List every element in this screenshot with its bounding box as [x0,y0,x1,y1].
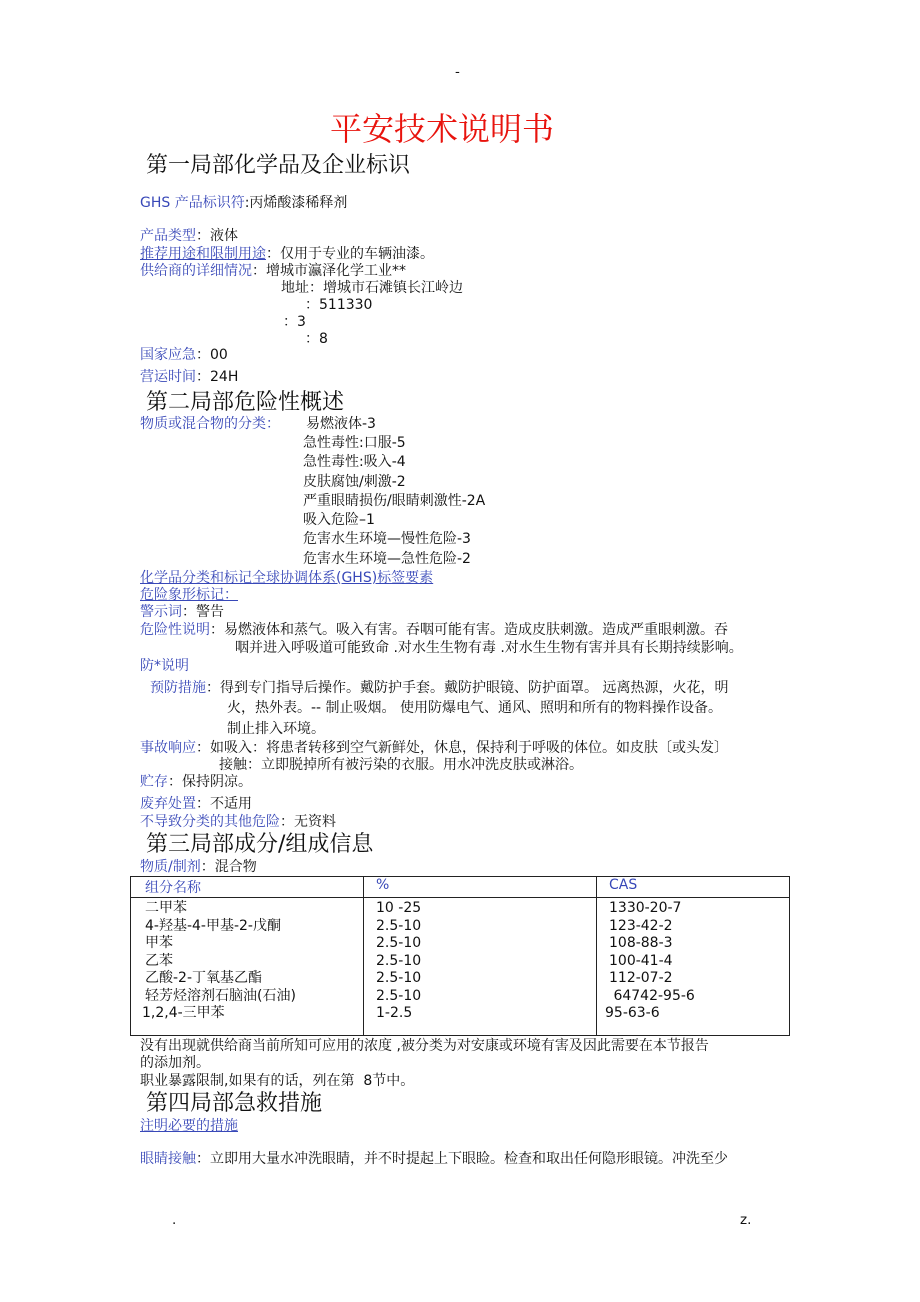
hours-row [140,369,238,386]
classification-item: 急性毒性:口服-5 [303,435,406,451]
hours-value: ：24H [196,369,239,385]
table-header-row [131,877,790,898]
classification-item: 危害水生环境—急性危险-2 [303,551,471,567]
signal-word-label: 警示词 [140,604,182,620]
precaution-heading: 防*说明 [140,658,189,674]
response-label: 事故响应 [140,740,196,756]
other-hazards-value: ：无资料 [280,814,336,830]
classification-item: 皮肤腐蚀/刺激-2 [303,474,406,490]
additives-note-line: 的添加剂。 [140,1055,210,1071]
component-cas: 1330-20-7 [609,900,682,916]
component-cas: 95-63-6 [605,1005,660,1021]
header-mark: - [455,64,460,80]
substance-label: 物质/制剂 [140,859,201,875]
supplier-postcode: ：511330 [305,297,373,313]
signal-word-row [140,604,224,621]
recommended-use-value: ：仅用于专业的车辆油漆。 [266,246,434,262]
component-percent: 10 -25 [376,900,422,916]
prevention-line: ：得到专门指导后操作。戴防护手套。戴防护眼镜、防护面罩。 远离热源，火花，明 [206,680,729,696]
supplier-fax: ：8 [305,331,328,347]
hazard-statement-row [140,622,728,639]
substance-row [140,859,257,876]
hazard-statement-label: 危险性说明 [140,622,210,638]
component-cas: 108-88-3 [609,935,673,951]
eye-contact-row [140,1151,728,1168]
prevention-line: 制止排入环境。 [227,721,325,737]
recommended-use-row [140,246,434,263]
prevention-label: 预防措施 [150,680,206,696]
component-cas: 123-42-2 [609,917,673,934]
storage-label: 贮存 [140,774,168,790]
classification-item: 吸入危险–1 [303,512,375,528]
product-type-label: 产品类型 [140,228,196,244]
component-percents-cell [364,898,597,1036]
component-name: 乙酸-2-丁氧基乙酯 [145,970,263,986]
substance-value: ：混合物 [200,859,257,875]
classification-item: 危害水生环境—慢性危险-3 [303,531,471,547]
additives-note-line: 没有出现就供给商当前所知可应用的浓度 ,被分类为对安康或环境有害及因此需要在本节报告 [140,1038,709,1054]
header-cas: CAS [597,877,790,898]
header-component-name: 组分名称 [131,877,364,898]
disposal-row [140,796,252,813]
prevention-line: 火，热外表。-- 制止吸烟。 使用防爆电气、通风、照明和所有的物料操作设备。 [227,700,723,716]
document-title: 平安技术说明书 [330,110,555,148]
classification-item: 严重眼睛损伤/眼睛刺激性-2A [303,493,486,509]
ghs-identifier-value: :丙烯酸漆稀释剂 [244,195,348,211]
component-name: 1,2,4-三甲苯 [142,1005,225,1021]
supplier-phone: ：3 [283,314,306,330]
product-type-row [140,228,238,245]
other-hazards-label: 不导致分类的其他危险 [140,814,280,830]
section-1-heading: 第一局部化学品及企业标识 [146,153,411,178]
component-percent: 2.5-10 [376,935,422,951]
component-cas: 100-41-4 [609,952,673,969]
component-percent: 2.5-10 [376,987,422,1004]
emergency-row [140,347,228,364]
component-name: 二甲苯 [145,900,187,916]
hazard-statement-line: ：易燃液体和蒸气。吸入有害。吞咽可能有害。造成皮肤刺激。造成严重眼刺激。吞 [210,622,728,638]
eye-contact-value: ：立即用大量水冲洗眼睛，并不时提起上下眼睑。检查和取出任何隐形眼镜。冲洗至少 [196,1151,728,1167]
disposal-label: 废弃处置 [140,796,196,812]
pictogram-label: 危险象形标记： [140,587,238,603]
header-percent: % [364,877,597,898]
other-hazards-row [140,814,336,831]
supplier-row [140,263,406,280]
section-4-heading: 第四局部急救措施 [146,1091,323,1116]
composition-table [130,876,790,1036]
response-line: ：如吸入：将患者转移到空气新鲜处，休息，保持利于呼吸的体位。如皮肤〔或头发〕 [196,740,728,756]
signal-word-value: ：警告 [182,604,224,620]
recommended-use-label: 推荐用途和限制用途 [140,246,266,262]
classification-label: 物质或混合物的分类： [140,416,280,432]
response-line: 接触：立即脱掉所有被污染的衣服。用水冲洗皮肤或淋浴。 [219,757,583,773]
component-cas: 112-07-2 [609,970,673,986]
component-name: 乙苯 [145,952,173,969]
section-2-heading: 第二局部危险性概述 [146,390,345,415]
emergency-label: 国家应急 [140,347,196,363]
storage-row [140,774,252,791]
footer-right-mark: z. [740,1212,752,1228]
component-names-cell [131,898,364,1036]
section-3-heading: 第三局部成分/组成信息 [146,832,374,857]
component-cas-cell [597,898,790,1036]
supplier-address: 地址：增城市石滩镇长江岭边 [281,280,463,296]
disposal-value: ：不适用 [196,796,252,812]
component-name: 4-羟基-4-甲基-2-戊酮 [145,917,281,934]
ghs-elements-heading: 化学品分类和标记全球协调体系(GHS)标签要素 [140,570,434,586]
classification-item: 易燃液体-3 [306,416,376,432]
component-cas: 64742-95-6 [609,987,695,1004]
storage-value: ：保持阴凉。 [168,774,252,790]
supplier-label: 供给商的详细情况 [140,263,252,279]
exposure-limits-note: 职业暴露限制,如果有的话，列在第 8节中。 [140,1073,415,1089]
component-percent: 2.5-10 [376,952,422,969]
hours-label: 营运时间 [140,369,196,385]
table-body-row [131,898,790,1036]
component-percent: 2.5-10 [376,970,422,986]
response-row [140,740,728,757]
supplier-value: ：增城市瀛泽化学工业** [252,263,406,279]
emergency-value: ：00 [196,347,228,363]
component-name: 甲苯 [145,935,173,951]
ghs-identifier-label: GHS 产品标识符 [140,195,245,211]
product-type-value: ：液体 [196,228,238,244]
component-percent: 1-2.5 [376,1005,413,1021]
component-percent: 2.5-10 [376,917,422,934]
classification-item: 急性毒性:吸入-4 [303,454,406,470]
hazard-statement-line: 咽并进入呼吸道可能致命 .对水生生物有毒 .对水生生物有害并具有长期持续影响。 [235,640,743,656]
ghs-identifier-row [140,195,347,212]
component-name: 轻芳烃溶剂石脑油(石油) [145,987,296,1004]
eye-contact-label: 眼睛接触 [140,1151,196,1167]
necessary-measures-label: 注明必要的措施 [140,1118,238,1134]
prevention-row [150,680,728,697]
footer-left-mark: . [172,1212,177,1228]
